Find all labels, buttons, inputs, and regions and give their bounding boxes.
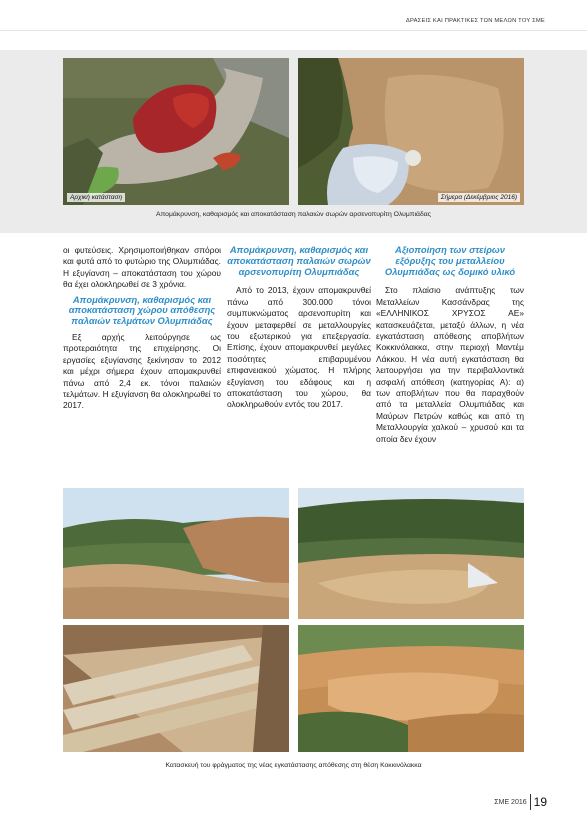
aerial-photo-today [298,58,524,205]
running-header: ΔΡΑΣΕΙΣ ΚΑΙ ΠΡΑΚΤΙΚΕΣ ΤΩΝ ΜΕΛΩΝ ΤΟΥ ΣΜΕ [405,18,545,24]
construction-photo-3-image [63,625,289,752]
aerial-photo-initial [63,58,289,205]
photo-label-initial: Αρχική κατάσταση [67,193,125,202]
construction-photo-4-image [298,625,524,752]
page-footer [494,794,547,810]
aerial-photo-initial-image [63,58,289,205]
header-rule [0,30,587,31]
top-photos-caption: Απομάκρυνση, καθαρισμός και αποκατάσταση παλαιών σωρών αρσενοπυρίτη Ολυμπιάδας [156,211,431,218]
aerial-photo-today-image [298,58,524,205]
construction-photo-2 [298,488,524,619]
col2-heading: Απομάκρυνση, καθαρισμός και αποκατάσταση παλαιών σωρών αρσενοπυρίτη Ολυμπιάδας [227,244,371,277]
footer-separator [530,794,531,810]
construction-photo-3 [63,625,289,752]
col1-heading: Απομάκρυνση, καθαρισμός και αποκατάσταση χώρου απόθεσης παλαιών τελμάτων Ολυμπιάδας [68,293,216,327]
text-column-1 [63,245,221,412]
construction-photo-1-image [63,488,289,619]
text-column-3 [376,245,524,445]
col1-paragraph-1: οι φυτεύσεις. Χρησιμοποιήθηκαν σπόροι και φυτά από το φυτώριο της Ολυμπιάδας. Η εξυγίανση – αποκατάσταση του χώρου θα έχει ολοκληρωθεί σε 3 χρόνια. [63,245,221,290]
col3-paragraph-1: Στο πλαίσιο ανάπτυξης των Μεταλλείων Κασσάνδρας της «ΕΛΛΗΝΙΚΟΣ ΧΡΥΣΟΣ ΑΕ» κατασκευάζεται, μεταξύ άλλων, η νέα εγκατάσταση απόθεσης αποβλήτων Κοκκινόλακκα, στην περιοχή Μαντέμ Λάκκου. Η νέα αυτή εγκατάσταση θα λειτουργήσει για την περιβαλλοντικά ασφαλή απόθεση (κατηγορίας Α): α) των αποβλήτων που θα παραχθούν από τα μεταλλεία Ολυμπιάδας και Μαύρων Πετρών καθώς και από τη Μεταλλουργία χαλκού – χρυσού και τα οποία δεν έχουν [376,285,524,444]
col2-paragraph-1: Από το 2013, έχουν απομακρυνθεί πάνω από 300.000 τόνοι συμπυκνώματος αρσενοπυρίτη και έχουν μεταφερθεί σε μεταλλουργίες του εξωτερικού για επεξεργασία. Επίσης, έχουν απομακρυνθεί μεγάλες ποσότητες επιβαρυμένου επιφανειακού χώματος. Η πλήρης εξυγίανση του εδάφους και η αποκατάσταση του χώρου, θα ολοκληρωθούν εντός του 2017. [227,285,371,410]
col1-paragraph-2: Εξ αρχής λειτούργησε ως προτεραιότητα της επιχείρησης. Οι εργασίες εξυγίανσης ξεκίνησαν το 2012 και μέχρι σήμερα έχουν απομακρυνθεί πάνω από 2,4 εκ. τόνοι παλαιών τελμάτων. Η εξυγίανση θα ολοκληρωθεί το 2017. [63,332,221,411]
construction-photo-1 [63,488,289,619]
text-column-2 [227,245,371,411]
construction-photo-2-image [298,488,524,619]
col3-heading: Αξιοποίηση των στείρων εξόρυξης του μεταλλείου Ολυμπιάδας ως δομικό υλικό [384,244,516,277]
page-number: 19 [533,795,547,809]
photo-label-today: Σήμερα (Δεκέμβριος 2016) [438,193,520,202]
construction-photo-4 [298,625,524,752]
footer-label: ΣΜΕ 2016 [494,798,527,806]
bottom-photos-caption: Κατασκευή του φράγματος της νέας εγκατάστασης απόθεσης στη θέση Κοκκινόλακκα [165,762,422,769]
